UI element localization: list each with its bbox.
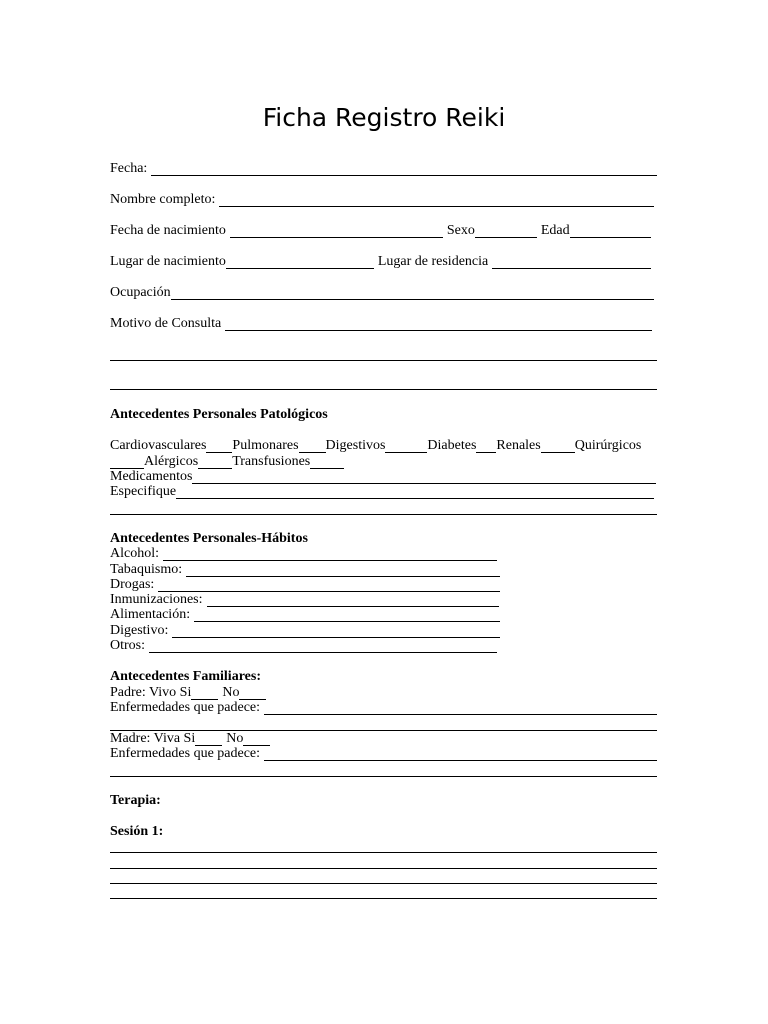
- madre-enfermedades-row: [110, 746, 657, 762]
- padre-row: [110, 685, 266, 701]
- digestivos-label: Digestivos: [325, 438, 386, 453]
- habitos-heading: Antecedentes Personales-Hábitos: [110, 531, 308, 546]
- especifique-row: [110, 484, 654, 500]
- patologicos-row-1: [110, 438, 641, 454]
- sexo-label: Sexo: [446, 223, 475, 238]
- inmunizaciones-field[interactable]: [207, 594, 499, 607]
- medicamentos-field[interactable]: [192, 471, 656, 484]
- fecha-nacimiento-label: Fecha de nacimiento: [110, 223, 226, 238]
- diabetes-label: Diabetes: [427, 438, 477, 453]
- lugar-nacimiento-field[interactable]: [226, 256, 374, 269]
- alimentacion-field[interactable]: [194, 609, 500, 622]
- quirurgicos-field[interactable]: [110, 456, 144, 469]
- edad-label: Edad: [540, 223, 570, 238]
- otros-field[interactable]: [149, 640, 497, 653]
- digestivos-field[interactable]: [385, 440, 427, 453]
- madre-si-field[interactable]: [195, 733, 222, 746]
- motivo-label: Motivo de Consulta: [110, 316, 222, 331]
- motivo-line-1[interactable]: [110, 360, 657, 361]
- cardiovasculares-field[interactable]: [206, 440, 232, 453]
- nombre-row: [110, 192, 654, 208]
- tabaquismo-row: [110, 562, 500, 578]
- madre-row: [110, 731, 270, 747]
- madre-enfermedades-line-2[interactable]: [110, 776, 657, 777]
- motivo-line-2[interactable]: [110, 389, 657, 390]
- patologicos-heading: Antecedentes Personales Patológicos: [110, 407, 328, 422]
- drogas-label: Drogas:: [110, 577, 155, 592]
- drogas-row: [110, 577, 500, 593]
- madre-enfermedades-field[interactable]: [264, 748, 657, 761]
- digestivo-row: [110, 623, 500, 639]
- tabaquismo-label: Tabaquismo:: [110, 562, 183, 577]
- sesion-line-1[interactable]: [110, 852, 657, 853]
- digestivo-field[interactable]: [172, 625, 500, 638]
- alcohol-label: Alcohol:: [110, 546, 159, 561]
- renales-field[interactable]: [541, 440, 575, 453]
- lugar-nacimiento-label: Lugar de nacimiento: [110, 254, 226, 269]
- nombre-field[interactable]: [219, 194, 654, 207]
- lugar-residencia-field[interactable]: [492, 256, 651, 269]
- inmunizaciones-label: Inmunizaciones:: [110, 592, 203, 607]
- alergicos-label: Alérgicos: [144, 454, 199, 469]
- madre-no-label: No: [226, 731, 244, 746]
- tabaquismo-field[interactable]: [186, 564, 500, 577]
- especifique-label: Especifique: [110, 484, 177, 499]
- fecha-row: [110, 161, 657, 177]
- motivo-field[interactable]: [225, 318, 652, 331]
- madre-no-field[interactable]: [243, 733, 270, 746]
- alergicos-field[interactable]: [198, 456, 232, 469]
- padre-enfermedades-label: Enfermedades que padece:: [110, 700, 261, 715]
- fecha-nacimiento-row: [110, 223, 651, 239]
- padre-label: Padre: Vivo Si: [110, 685, 192, 700]
- transfusiones-label: Transfusiones: [232, 454, 311, 469]
- especifique-field[interactable]: [176, 486, 654, 499]
- patologicos-row-2: [110, 454, 344, 470]
- alimentacion-row: [110, 607, 500, 623]
- alcohol-field[interactable]: [163, 548, 497, 561]
- padre-no-label: No: [222, 685, 240, 700]
- page-title: Ficha Registro Reiki: [262, 103, 506, 132]
- terapia-heading: Terapia:: [110, 793, 161, 808]
- medicamentos-row: [110, 469, 656, 485]
- ocupacion-label: Ocupación: [110, 285, 171, 300]
- nombre-label: Nombre completo:: [110, 192, 216, 207]
- madre-label: Madre: Viva Si: [110, 731, 196, 746]
- alcohol-row: [110, 546, 497, 562]
- edad-field[interactable]: [570, 225, 651, 238]
- lugar-residencia-label: Lugar de residencia: [377, 254, 489, 269]
- fecha-field[interactable]: [151, 163, 657, 176]
- madre-enfermedades-label: Enfermedades que padece:: [110, 746, 261, 761]
- ocupacion-row: [110, 285, 654, 301]
- pulmonares-field[interactable]: [299, 440, 326, 453]
- sesion-line-4[interactable]: [110, 898, 657, 899]
- motivo-row: [110, 316, 652, 332]
- cardiovasculares-label: Cardiovasculares: [110, 438, 207, 453]
- medicamentos-label: Medicamentos: [110, 469, 193, 484]
- sesion-heading: Sesión 1:: [110, 824, 164, 839]
- renales-label: Renales: [496, 438, 541, 453]
- alimentacion-label: Alimentación:: [110, 607, 191, 622]
- transfusiones-field[interactable]: [310, 456, 344, 469]
- sesion-line-2[interactable]: [110, 868, 657, 869]
- digestivo-label: Digestivo:: [110, 623, 169, 638]
- padre-no-field[interactable]: [239, 687, 266, 700]
- padre-si-field[interactable]: [191, 687, 218, 700]
- pulmonares-label: Pulmonares: [232, 438, 299, 453]
- familiares-heading: Antecedentes Familiares:: [110, 669, 261, 684]
- ocupacion-field[interactable]: [171, 287, 654, 300]
- fecha-nacimiento-field[interactable]: [230, 225, 443, 238]
- drogas-field[interactable]: [158, 579, 500, 592]
- otros-label: Otros:: [110, 638, 145, 653]
- fecha-label: Fecha:: [110, 161, 148, 176]
- lugar-row: [110, 254, 651, 270]
- otros-row: [110, 638, 497, 654]
- sexo-field[interactable]: [475, 225, 537, 238]
- especifique-line-2[interactable]: [110, 514, 657, 515]
- diabetes-field[interactable]: [476, 440, 496, 453]
- sesion-line-3[interactable]: [110, 883, 657, 884]
- quirurgicos-label: Quirúrgicos: [574, 438, 642, 453]
- inmunizaciones-row: [110, 592, 499, 608]
- padre-enfermedades-row: [110, 700, 657, 716]
- padre-enfermedades-field[interactable]: [264, 702, 657, 715]
